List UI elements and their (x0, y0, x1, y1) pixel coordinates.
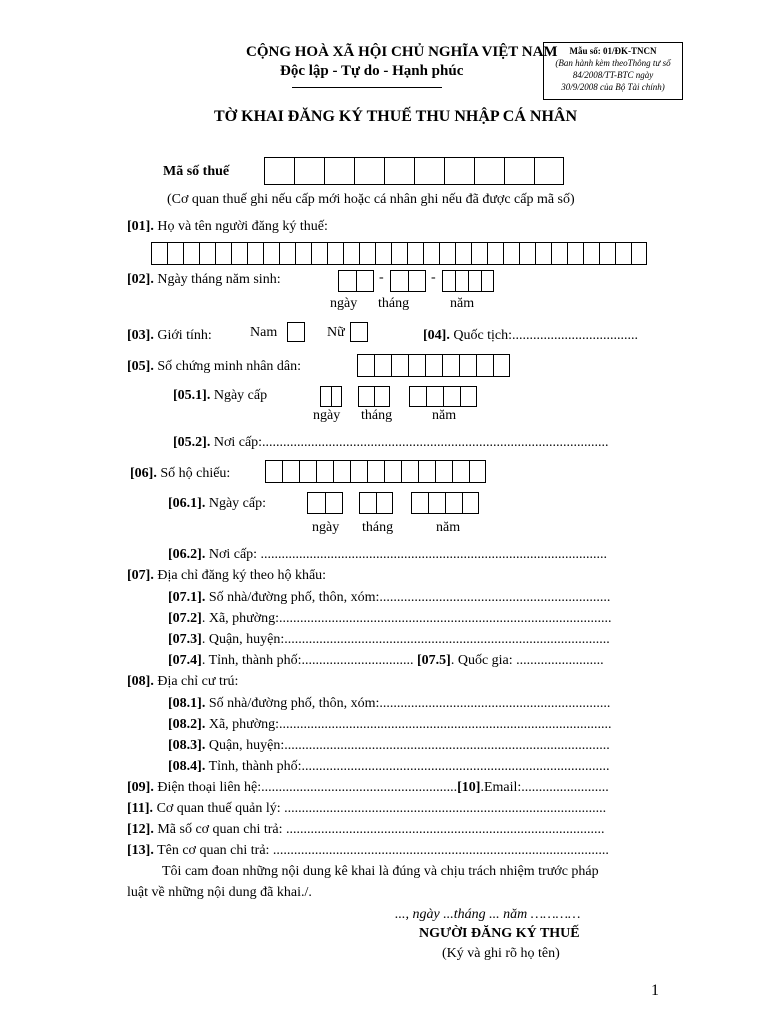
field-08-1-label: Số nhà/đường phố, thôn, xóm:.................................................................. (205, 696, 611, 711)
field-07-3 (168, 630, 610, 649)
field-06-1-code: [06.1]. (168, 496, 206, 511)
birth-year-boxes[interactable] (442, 270, 494, 292)
field-02-label: Ngày tháng năm sinh: (153, 272, 281, 287)
field-11-code: [11]. (127, 801, 154, 816)
gender-male-label: Nam (250, 325, 278, 340)
field-07-5-code: [07.5] (417, 653, 451, 668)
field-06-2 (168, 545, 607, 564)
field-02 (127, 270, 281, 289)
birth-sep-1: - (379, 270, 384, 285)
field-10-code: [10] (457, 780, 481, 795)
field-08-3-label: Quận, huyện:............................................................................................. (205, 738, 610, 753)
country-name: CỘNG HOÀ XÃ HỘI CHỦ NGHĨA VIỆT NAM (246, 44, 558, 60)
tax-code-label: Mã số thuế (163, 164, 230, 179)
passport-issue-year-boxes[interactable] (411, 492, 479, 514)
field-01 (127, 217, 328, 236)
field-01-code: [01]. (127, 219, 154, 234)
field-06-2-label: Nơi cấp: ................................................................................................... (205, 547, 608, 562)
field-10-label: .Email:......................... (480, 780, 609, 795)
field-08-label: Địa chỉ cư trú: (153, 674, 239, 689)
date-line: ..., ngày ...tháng ... năm ………… (395, 907, 581, 922)
field-06-1 (168, 494, 266, 513)
field-12-label: Mã số cơ quan chi trả: ........................................................................................... (153, 822, 605, 837)
gender-male-checkbox[interactable] (287, 322, 305, 342)
passport-issue-month-boxes[interactable] (359, 492, 393, 514)
field-08-2 (168, 715, 612, 734)
field-07-1-code: [07.1]. (168, 590, 206, 605)
field-03-code: [03]. (127, 328, 154, 343)
declaration-line-2: luật về những nội dung đã khai./. (127, 885, 312, 900)
field-07-3-label: . Quận, huyện:............................................................................................. (201, 632, 610, 647)
field-02-code: [02]. (127, 272, 154, 287)
signer-title: NGƯỜI ĐĂNG KÝ THUẾ (419, 926, 580, 941)
field-08-2-label: Xã, phường:............................................................................................... (205, 717, 612, 732)
field-05-2-label: Nơi cấp:................................................................................................... (210, 435, 609, 450)
tax-code-boxes[interactable] (264, 157, 564, 185)
passport-number-boxes[interactable] (265, 460, 486, 483)
field-12 (127, 820, 605, 839)
field-04-code: [04]. (423, 328, 450, 343)
field-07-5-label: . Quốc gia: ......................... (450, 653, 604, 668)
id-issue-day-boxes[interactable] (320, 386, 342, 407)
field-11-label: Cơ quan thuế quản lý: ............................................................................................ (153, 801, 607, 816)
birth-month-caption: tháng (378, 296, 410, 311)
id-issue-day-caption: ngày (313, 408, 341, 423)
field-06-label: Số hộ chiếu: (156, 466, 231, 481)
passport-issue-year-caption: năm (436, 520, 461, 535)
field-07 (127, 566, 326, 585)
field-08-3 (168, 736, 610, 755)
field-08-4 (168, 757, 610, 776)
birth-sep-2: - (431, 270, 436, 285)
field-07-code: [07]. (127, 568, 154, 583)
field-07-4 (168, 651, 604, 670)
field-06-2-code: [06.2]. (168, 547, 206, 562)
field-04-label: Quốc tịch:.................................... (449, 328, 639, 343)
field-07-3-code: [07.3] (168, 632, 202, 647)
field-07-1-label: Số nhà/đường phố, thôn, xóm:.................................................................. (205, 590, 611, 605)
field-06 (130, 464, 230, 483)
field-05-label: Số chứng minh nhân dân: (153, 359, 302, 374)
field-07-4-code: [07.4] (168, 653, 202, 668)
passport-issue-month-caption: tháng (362, 520, 394, 535)
form-note-3: 30/9/2008 của Bộ Tài chính) (561, 82, 665, 92)
field-07-1 (168, 588, 610, 607)
field-13-code: [13]. (127, 843, 154, 858)
field-01-label: Họ và tên người đăng ký thuế: (153, 219, 328, 234)
field-13 (127, 841, 609, 860)
birth-day-caption: ngày (330, 296, 358, 311)
form-number-box (543, 42, 683, 100)
field-09-label: Điện thoại liên hệ:........................................................ (153, 780, 458, 795)
id-issue-month-caption: tháng (361, 408, 393, 423)
field-08-1-code: [08.1]. (168, 696, 206, 711)
form-note-1: (Ban hành kèm theoThông tư số (555, 58, 671, 68)
birth-year-caption: năm (450, 296, 475, 311)
field-12-code: [12]. (127, 822, 154, 837)
field-11 (127, 799, 606, 818)
field-09 (127, 778, 609, 797)
field-08-3-code: [08.3]. (168, 738, 206, 753)
passport-issue-day-caption: ngày (312, 520, 340, 535)
gender-female-label: Nữ (327, 325, 345, 340)
field-07-2-label: . Xã, phường:............................................................................................... (201, 611, 612, 626)
id-number-boxes[interactable] (357, 354, 510, 377)
field-04 (423, 326, 638, 345)
gender-female-checkbox[interactable] (350, 322, 368, 342)
field-05-code: [05]. (127, 359, 154, 374)
declaration-line-1: Tôi cam đoan những nội dung kê khai là đúng và chịu trách nhiệm trước pháp (162, 864, 599, 879)
field-07-2 (168, 609, 612, 628)
field-03 (127, 326, 212, 345)
field-13-label: Tên cơ quan chi trả: ................................................................................................ (153, 843, 609, 858)
field-05-2 (173, 433, 609, 452)
page-number: 1 (651, 982, 659, 999)
tax-code-note: (Cơ quan thuế ghi nếu cấp mới hoặc cá nhân ghi nếu đã được cấp mã số) (167, 192, 575, 207)
field-08-2-code: [08.2]. (168, 717, 206, 732)
birth-month-boxes[interactable] (390, 270, 426, 292)
passport-issue-day-boxes[interactable] (307, 492, 343, 514)
motto-underline (292, 87, 442, 88)
field-05-1-label: Ngày cấp (210, 388, 268, 403)
field-07-2-code: [07.2] (168, 611, 202, 626)
form-title: TỜ KHAI ĐĂNG KÝ THUẾ THU NHẬP CÁ NHÂN (214, 108, 577, 125)
field-03-label: Giới tính: (153, 328, 212, 343)
field-08-code: [08]. (127, 674, 154, 689)
field-09-code: [09]. (127, 780, 154, 795)
field-08-1 (168, 694, 610, 713)
field-06-1-label: Ngày cấp: (205, 496, 266, 511)
motto: Độc lập - Tự do - Hạnh phúc (280, 63, 464, 79)
field-06-code: [06]. (130, 466, 157, 481)
field-08 (127, 672, 238, 691)
field-05-1-code: [05.1]. (173, 388, 211, 403)
id-issue-month-boxes[interactable] (358, 386, 390, 407)
field-08-4-label: Tỉnh, thành phố:........................................................................................ (205, 759, 610, 774)
form-note-2: 84/2008/TT-BTC ngày (572, 70, 654, 80)
field-07-label: Địa chỉ đăng ký theo hộ khẩu: (153, 568, 327, 583)
field-07-4-label: . Tỉnh, thành phố:................................ (201, 653, 418, 668)
form-number: Mẫu số: 01/ĐK-TNCN (569, 46, 657, 56)
field-05-2-code: [05.2]. (173, 435, 211, 450)
field-08-4-code: [08.4]. (168, 759, 206, 774)
birth-day-boxes[interactable] (338, 270, 374, 292)
field-05-1 (173, 386, 267, 405)
signer-note: (Ký và ghi rõ họ tên) (442, 946, 560, 961)
id-issue-year-caption: năm (432, 408, 457, 423)
id-issue-year-boxes[interactable] (409, 386, 477, 407)
field-05 (127, 357, 301, 376)
full-name-boxes[interactable] (151, 242, 647, 265)
